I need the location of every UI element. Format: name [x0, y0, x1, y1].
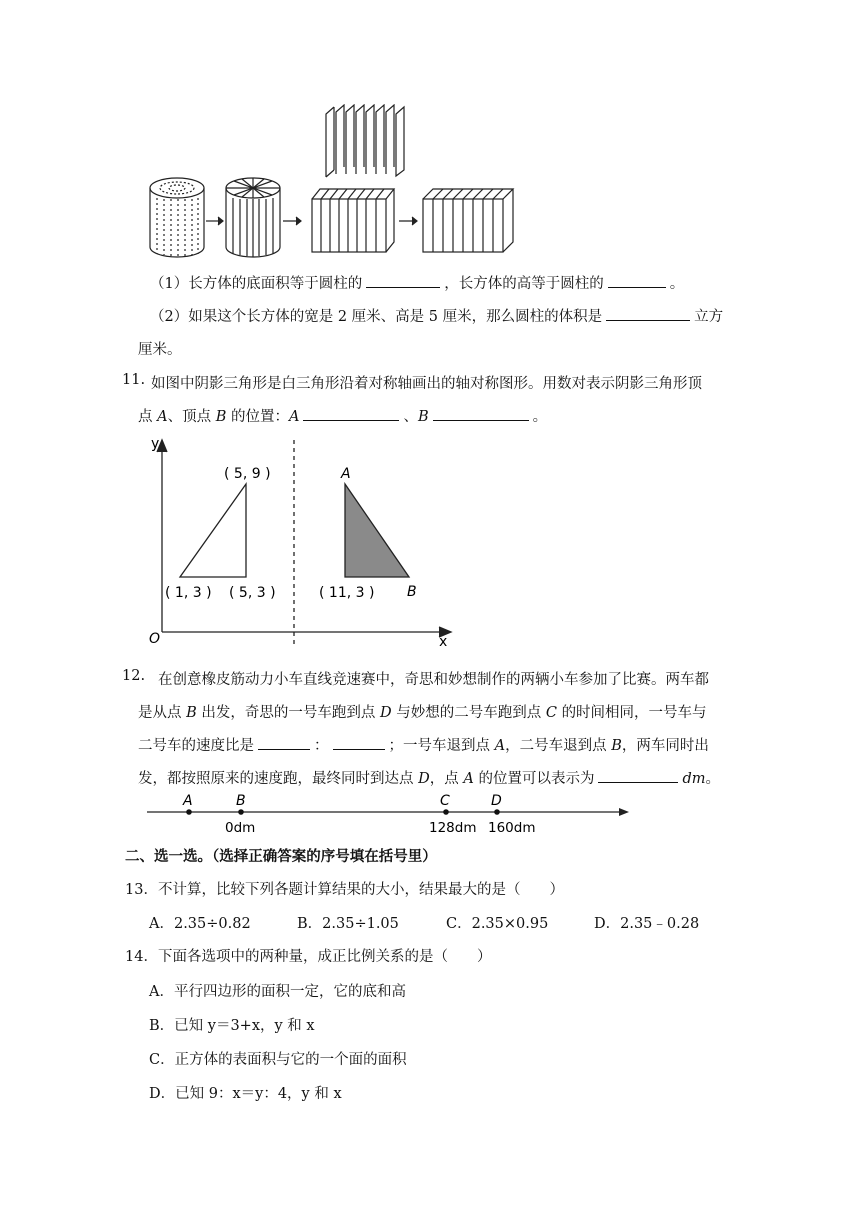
q12-line4: 发，都按照原来的速度跑，最终同时到达点 D，点 A 的位置可以表示为 dm。	[138, 767, 720, 788]
q14-option-C[interactable]: C．正方体的表面积与它的一个面的面积	[149, 1052, 407, 1068]
q13-option-A[interactable]: A．2.35÷0.82	[149, 916, 251, 932]
q12-line3: 二号车的速度比是 ： ；一号车退到点 A，二号车退到点 B，两车同时出	[138, 734, 709, 755]
q13-option-D[interactable]: D．2.35﹣0.28	[594, 916, 700, 932]
q11-number: 11.	[122, 372, 146, 388]
point-53-label: ( 5, 3 )	[229, 585, 276, 601]
q12-number: 12.	[122, 668, 146, 684]
point-113-label: ( 11, 3 )	[319, 585, 375, 601]
q14-option-B[interactable]: B．已知 y＝3+x，y 和 x	[149, 1018, 315, 1034]
cylinder-to-cuboid-figure	[140, 104, 520, 262]
q10-part1: （1）长方体的底面积等于圆柱的 ，长方体的高等于圆柱的 。	[150, 272, 684, 293]
q12-blank-A-position[interactable]	[598, 768, 678, 783]
point-D-value: 160dm	[488, 820, 536, 836]
origin-label: O	[149, 631, 161, 647]
point-A-label: A	[341, 466, 351, 482]
q12-line2: 是从点 B 出发，奇思的一号车跑到点 D 与妙想的二号车跑到点 C 的时间相同，一号车与	[138, 705, 707, 721]
point-A-label: A	[183, 793, 193, 809]
point-A	[186, 809, 192, 815]
q12-line1: 在创意橡皮筋动力小车直线竞速赛中，奇思和妙想制作的两辆小车参加了比赛。两车都	[158, 672, 709, 688]
coordinate-figure	[143, 436, 453, 648]
q10-blank-3[interactable]	[606, 306, 690, 321]
point-59-label: ( 5, 9 )	[224, 466, 271, 482]
q13-option-C[interactable]: C．2.35×0.95	[446, 916, 549, 932]
q10-blank-2[interactable]	[608, 273, 666, 288]
q14-option-A[interactable]: A．平行四边形的面积一定，它的底和高	[149, 984, 406, 1000]
point-C-value: 128dm	[429, 820, 477, 836]
point-B-label: B	[236, 793, 246, 809]
section2-title: 二、选一选。（选择正确答案的序号填在括号里）	[125, 848, 437, 865]
q11-blank-A[interactable]	[303, 406, 399, 421]
point-C	[443, 809, 449, 815]
point-C-label: C	[440, 793, 450, 809]
y-axis-label: y	[151, 436, 160, 452]
q12-blank-ratio-2[interactable]	[333, 735, 385, 750]
point-B-value: 0dm	[225, 820, 256, 836]
q13-option-B[interactable]: B．2.35÷1.05	[297, 916, 399, 932]
q11-line2: 点 A、顶点 B 的位置：A 、B 。	[138, 405, 547, 426]
q14-stem: 14．下面各选项中的两种量，成正比例关系的是（ ）	[125, 949, 492, 965]
q14-option-D[interactable]: D．已知 9：x＝y：4，y 和 x	[149, 1086, 342, 1102]
point-B-label: B	[407, 584, 417, 600]
point-13-label: ( 1, 3 )	[165, 585, 212, 601]
q11-blank-B[interactable]	[433, 406, 529, 421]
point-D	[494, 809, 500, 815]
shaded-triangle	[345, 484, 409, 577]
q12-blank-ratio-1[interactable]	[258, 735, 310, 750]
q10-part2-cont: 厘米。	[138, 342, 182, 358]
point-D-label: D	[491, 793, 502, 809]
q10-part2: （2）如果这个长方体的宽是 2 厘米、高是 5 厘米，那么圆柱的体积是 立方	[150, 305, 723, 326]
number-line	[143, 792, 633, 836]
point-B	[238, 809, 244, 815]
q13-stem: 13．不计算，比较下列各题计算结果的大小，结果最大的是（ ）	[125, 882, 564, 898]
x-axis-label: x	[439, 634, 448, 648]
q10-blank-1[interactable]	[366, 273, 440, 288]
white-triangle	[180, 484, 246, 577]
q11-line1: 如图中阴影三角形是白三角形沿着对称轴画出的轴对称图形。用数对表示阴影三角形顶	[151, 376, 702, 392]
